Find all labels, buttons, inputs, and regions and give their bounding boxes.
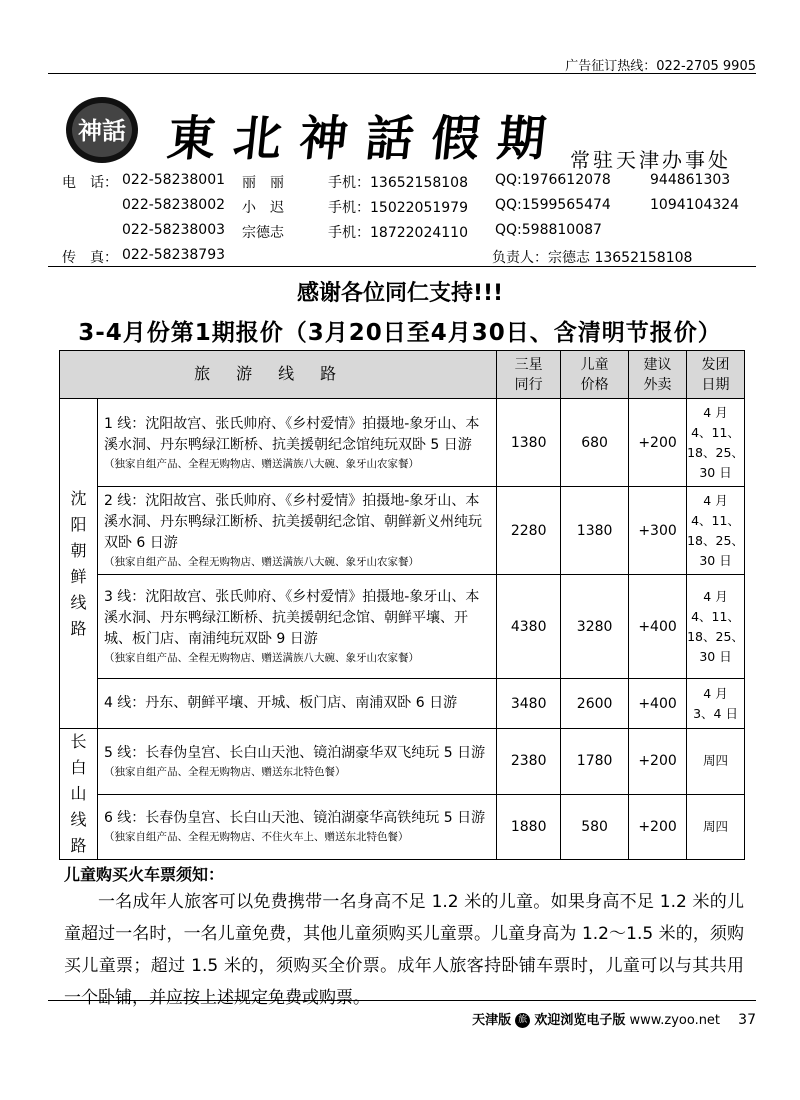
table-row: [60, 679, 745, 729]
region-char: 沈: [70, 488, 87, 508]
phone-number: 022-58238003: [122, 222, 226, 238]
route-note: （独家自组产品、全程无购物店、赠送满族八大碗、象牙山农家餐）: [103, 556, 419, 568]
date-line: 4 月: [703, 492, 728, 508]
date-line: 18、25、: [687, 532, 744, 548]
route-cell: [97, 399, 496, 487]
page-number: 37: [738, 1012, 756, 1028]
th-label: 价格: [580, 376, 609, 393]
route-title: 4 线：丹东、朝鲜平壤、开城、板门店、南浦双卧 6 日游: [103, 695, 458, 711]
date-line: 4 月: [703, 404, 728, 420]
region-changbaishan: [60, 729, 98, 860]
child-price: 1780: [561, 729, 629, 795]
responsible-person: 负责人：宗德志 13652158108: [492, 250, 693, 266]
child-price: 1380: [561, 487, 629, 575]
th-suggested-price: [629, 351, 687, 399]
date-line: 30 日: [699, 464, 732, 480]
suggested-price: +200: [629, 399, 687, 487]
region-char: 阳: [70, 514, 87, 534]
fax-row: [62, 247, 752, 272]
th-route: [60, 351, 497, 399]
website-link[interactable]: www.zyoo.net: [629, 1013, 721, 1028]
contact-row: [62, 197, 752, 222]
date-line: 周四: [703, 753, 729, 769]
date-line: 4、11、: [691, 512, 740, 528]
route-title: 3 线：沈阳故宫、张氏帅府、《乡村爱情》拍摄地-象牙山、本溪水洞、丹东鸭绿江断桥、抗美援朝纪念馆、朝鲜平壤、开城、板门店、南浦纯玩双卧 9 日游: [103, 589, 480, 647]
top-divider: [48, 73, 756, 74]
brand-title: 東北神話假期: [164, 111, 567, 167]
adult-price: 4380: [497, 575, 561, 679]
table-row: [60, 399, 745, 487]
welcome-text: 欢迎浏览电子版: [534, 1013, 626, 1028]
suggested-price: +400: [629, 575, 687, 679]
contact-row: [62, 222, 752, 247]
th-label: 外卖: [643, 376, 672, 393]
phone-number: 022-58238002: [122, 197, 226, 213]
suggested-price: +300: [629, 487, 687, 575]
mobile-number: 手机：15022051979: [328, 200, 468, 216]
region-char: 白: [70, 758, 87, 777]
adult-price: 2280: [497, 487, 561, 575]
fax-number: 022-58238793: [122, 247, 226, 263]
office-subtitle: 常驻天津办事处: [570, 148, 731, 172]
suggested-price: +200: [629, 729, 687, 795]
route-note: （独家自组产品、全程无购物店、赠送东北特色餐）: [103, 765, 346, 778]
date-line: 3、4 日: [693, 705, 738, 721]
route-title: 6 线：长春伪皇宫、长白山天池、镜泊湖豪华高铁纯玩 5 日游: [103, 810, 486, 827]
route-cell: [97, 575, 496, 679]
date-line: 18、25、: [687, 444, 744, 460]
page-footer: [472, 1009, 756, 1028]
departure-dates: [687, 487, 745, 575]
route-cell: [97, 794, 496, 860]
route-note: （独家自组产品、全程无购物店、赠送满族八大碗、象牙山农家餐）: [103, 652, 419, 664]
date-line: 4 月: [703, 588, 728, 604]
suggested-price: +400: [629, 679, 687, 729]
kids-ticket-heading: 儿童购买火车票须知：: [64, 865, 225, 884]
date-line: 周四: [703, 818, 729, 834]
date-line: 4、11、: [691, 424, 740, 440]
th-label: 三星: [514, 356, 543, 373]
contact-row: [62, 172, 752, 197]
mobile-number: 手机：18722024110: [328, 225, 468, 241]
contact-name: 丽 丽: [242, 175, 284, 191]
qq-number-2: 1094104324: [650, 197, 740, 213]
mobile-number: 手机：13652158108: [328, 175, 468, 191]
date-line: 4、11、: [691, 608, 740, 624]
table-row: [60, 487, 745, 575]
th-label: 发团: [701, 356, 730, 373]
suggested-price: +200: [629, 794, 687, 860]
region-char: 长: [70, 732, 87, 751]
child-price: 680: [561, 399, 629, 487]
date-line: 30 日: [699, 648, 732, 664]
child-price: 2600: [561, 679, 629, 729]
route-cell: [97, 729, 496, 795]
table-row: [60, 729, 745, 795]
contact-name: 小 迟: [242, 200, 284, 216]
fax-label: 传 真：: [62, 250, 118, 266]
contact-block: [62, 172, 752, 272]
th-label: 儿童: [580, 356, 609, 373]
th-adult-price: [497, 351, 561, 399]
bottom-divider: [48, 1000, 756, 1001]
brand-logo: [63, 90, 141, 168]
departure-dates: [687, 679, 745, 729]
contact-name: 宗德志: [242, 225, 284, 241]
adult-price: 3480: [497, 679, 561, 729]
child-price: 3280: [561, 575, 629, 679]
th-label: 同行: [514, 376, 543, 393]
region-char: 线: [70, 592, 87, 612]
phone-label: 电 话：: [62, 175, 118, 191]
region-char: 鲜: [70, 566, 87, 586]
qq-number: QQ:1976612078: [495, 172, 611, 188]
thanks-heading: 感谢各位同仁支持!!!: [296, 281, 504, 306]
route-title: 2 线：沈阳故宫、张氏帅府、《乡村爱情》拍摄地-象牙山、本溪水洞、丹东鸭绿江断桥、抗美援朝纪念馆、朝鲜新义州纯玩双卧 6 日游: [103, 493, 482, 551]
price-table: [59, 350, 745, 860]
route-note: （独家自组产品、全程无购物店、不住火车上、赠送东北特色餐）: [103, 831, 409, 844]
child-price: 580: [561, 794, 629, 860]
th-departure-date: [687, 351, 745, 399]
route-cell: [97, 487, 496, 575]
edition-label: 天津版: [472, 1013, 512, 1028]
region-char: 路: [70, 836, 87, 855]
table-row: [60, 794, 745, 860]
route-note: （独家自组产品、全程无购物店、赠送满族八大碗、象牙山农家餐）: [103, 457, 419, 470]
departure-dates: [687, 575, 745, 679]
region-char: 朝: [70, 540, 87, 560]
route-title: 1 线：沈阳故宫、张氏帅府、《乡村爱情》拍摄地-象牙山、本溪水洞、丹东鸭绿江断桥、抗美援朝纪念馆纯玩双卧 5 日游: [103, 415, 480, 453]
region-char: 线: [70, 810, 87, 829]
quote-title: 3-4月份第1期报价（3月20日至4月30日、含清明节报价）: [78, 320, 722, 346]
region-char: 山: [70, 784, 87, 803]
kids-ticket-body: 一名成年人旅客可以免费携带一名身高不足 1.2 米的儿童。如果身高不足 1.2 米的儿童超过一名时，一名儿童免费，其他儿童须购买儿童票。儿童身高为 1.2～1.5 米的，须购买儿童票；超过 1.5 米的，须购买全价票。成年人旅客持卧铺车票时，儿童可以与其共用一个卧铺，并应按上述规定免费或购票。: [64, 892, 744, 1008]
th-label: 日期: [701, 376, 730, 393]
departure-dates: [687, 399, 745, 487]
route-cell: [97, 679, 496, 729]
th-child-price: [561, 351, 629, 399]
adult-price: 1380: [497, 399, 561, 487]
qq-number: QQ:598810087: [495, 222, 602, 238]
contact-divider: [48, 266, 756, 267]
table-row: [60, 575, 745, 679]
departure-dates: [687, 729, 745, 795]
logo-text: 神話: [78, 116, 126, 145]
date-line: 30 日: [699, 552, 732, 568]
date-line: 18、25、: [687, 628, 744, 644]
region-shenyang-korea: [60, 399, 98, 729]
qq-number: QQ:1599565474: [495, 197, 611, 213]
travel-badge-icon: 旅: [515, 1013, 530, 1028]
th-label: 建议: [643, 356, 672, 373]
region-char: 路: [70, 618, 87, 638]
adult-price: 2380: [497, 729, 561, 795]
table-header-row: [60, 351, 745, 399]
phone-number: 022-58238001: [122, 172, 226, 188]
ad-hotline: 广告征订热线：022-2705 9905: [565, 59, 756, 74]
adult-price: 1880: [497, 794, 561, 860]
date-line: 4 月: [703, 685, 728, 701]
route-title: 5 线：长春伪皇宫、长白山天池、镜泊湖豪华双飞纯玩 5 日游: [103, 744, 486, 761]
qq-number-2: 944861303: [650, 172, 731, 188]
departure-dates: [687, 794, 745, 860]
th-route-label: 旅游线路: [194, 364, 363, 383]
